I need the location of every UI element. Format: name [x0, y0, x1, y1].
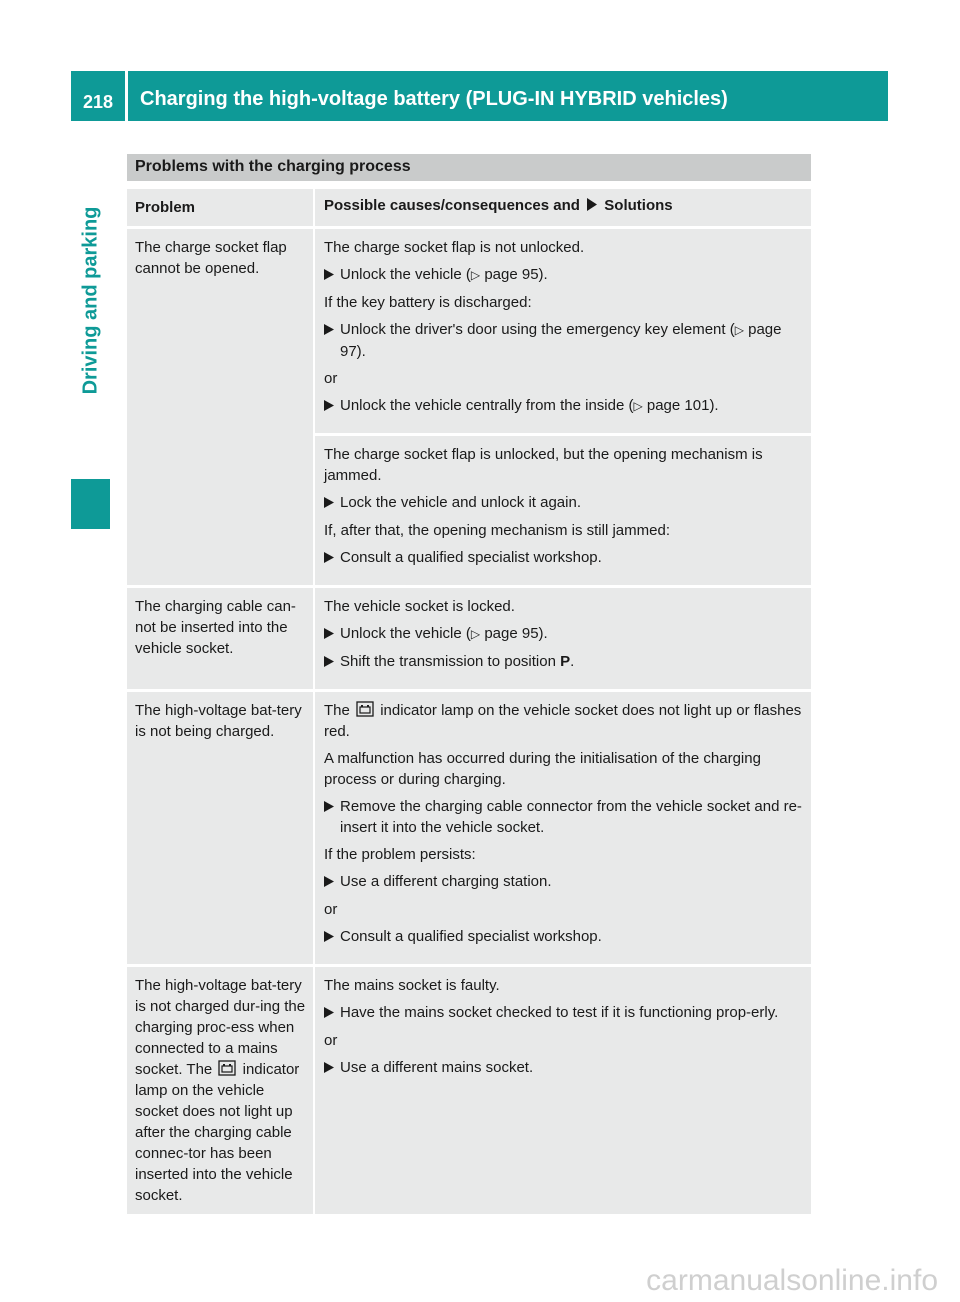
page-ref-icon: ▷ [734, 323, 744, 337]
problem-cell: The charge socket flap cannot be opened. [127, 229, 313, 585]
page-header [71, 71, 888, 121]
solution-cell: The mains socket is faulty. Have the mains socket checked to test if it is functioning prop-erly. or Use a different mains socket. [315, 967, 811, 1214]
step-arrow-icon [324, 552, 334, 563]
page-reference: page 97). [340, 321, 782, 360]
side-tab-marker [71, 479, 110, 529]
table-title: Problems with the charging process [127, 154, 811, 181]
step-arrow-icon [324, 628, 334, 639]
problem-cell: The high-voltage bat-tery is not charged dur-ing the charging proc-ess when connected to a mains socket. The indicator lamp on the vehicle socket does not light up after the charging cable connec-tor has been inserted into the vehicle socket. [127, 967, 313, 1214]
problem-cell: The high-voltage bat-tery is not being charged. [127, 692, 313, 964]
page-number: 218 [71, 71, 125, 121]
table-header-row [127, 189, 811, 226]
table-row [127, 967, 811, 1214]
charging-indicator-lamp-icon [218, 1060, 236, 1076]
column-header-solutions: Possible causes/consequences and Solutions [315, 189, 811, 226]
solution-cell: The indicator lamp on the vehicle socket does not light up or flashes red. A malfunction has occurred during the initialisation of the charging process or during charging. Remove the charging cable connector from the vehicle socket and re-insert it into the vehicle socket. If the problem persists: Use a different charging station. or Consult a qualified specialist workshop. [315, 692, 811, 964]
step-arrow-icon [324, 497, 334, 508]
page-ref-icon: ▷ [470, 268, 481, 282]
solution-cell: The charge socket flap is not unlocked. Unlock the vehicle (▷ page 95). If the key battery is discharged: Unlock the driver's door using the emergency key element (▷ page 97). or Unlock the vehicle centrally from the inside (▷ page 101). [315, 229, 811, 433]
solution-arrow-icon [586, 198, 598, 211]
step-arrow-icon [324, 801, 334, 812]
step-arrow-icon [324, 876, 334, 887]
column-header-problem: Problem [127, 189, 313, 226]
step-arrow-icon [324, 1007, 334, 1018]
step-arrow-icon [324, 656, 334, 667]
page-title: Charging the high-voltage battery (PLUG-IN HYBRID vehicles) [128, 71, 888, 121]
side-tab-label: Driving and parking [79, 206, 101, 394]
step-arrow-icon [324, 269, 334, 280]
step-arrow-icon [324, 324, 334, 335]
step-arrow-icon [324, 1062, 334, 1073]
solution-cell: The charge socket flap is unlocked, but the opening mechanism is jammed. Lock the vehicle and unlock it again. If, after that, the opening mechanism is still jammed: Consult a qualified specialist workshop. [315, 436, 811, 585]
page-reference: page 95). [484, 625, 548, 642]
step-arrow-icon [324, 931, 334, 942]
page-ref-icon: ▷ [633, 399, 643, 413]
charging-indicator-lamp-icon [356, 701, 374, 717]
problem-cell: The charging cable can-not be inserted into the vehicle socket. [127, 588, 313, 689]
problems-table [127, 154, 811, 1214]
table-row [127, 229, 811, 585]
table-row [127, 588, 811, 689]
step-arrow-icon [324, 400, 334, 411]
side-tab [71, 121, 110, 479]
page-ref-icon: ▷ [470, 627, 481, 641]
solution-cell: The vehicle socket is locked. Unlock the vehicle (▷ page 95). Shift the transmission to position P. [315, 588, 811, 689]
watermark: carmanualsonline.info [646, 1264, 938, 1297]
table-row [127, 692, 811, 964]
page-reference: page 101). [646, 397, 719, 414]
page-reference: page 95). [484, 266, 548, 283]
